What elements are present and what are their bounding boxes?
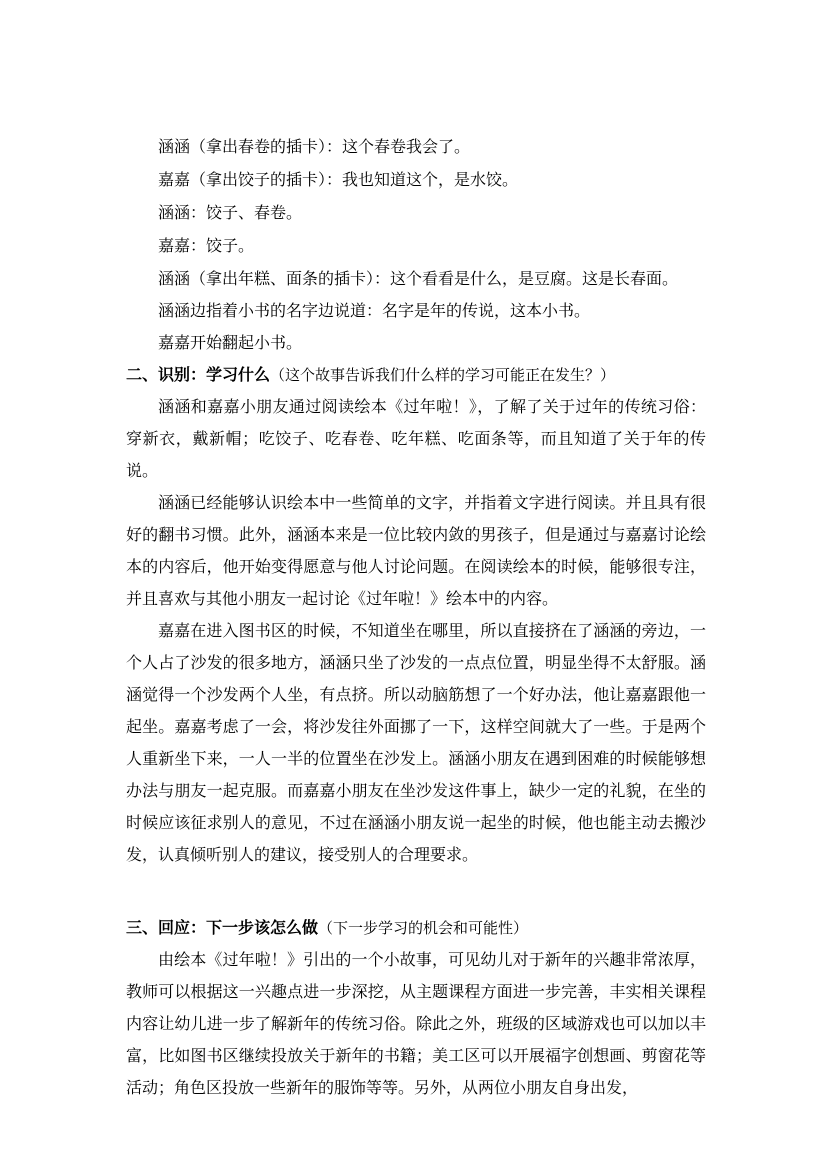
- body-paragraph: 嘉嘉在进入图书区的时候，不知道坐在哪里，所以直接挤在了涵涵的旁边，一个人占了沙发的很多地方，涵涵只坐了沙发的一点点位置，明显坐得不太舒服。涵涵觉得一个沙发两个人坐，有点挤。所以动脑筋想了一个好办法，他让嘉嘉跟他一起坐。嘉嘉考虑了一会，将沙发往外面挪了一下，这样空间就大了一些。于是两个人重新坐下来，一人一半的位置坐在沙发上。涵涵小朋友在遇到困难的时候能够想办法与朋友一起克服。而嘉嘉小朋友在坐沙发这件事上，缺少一定的礼貌，在坐的时候应该征求别人的意见，不过在涵涵小朋友说一起坐的时候，他也能主动去搬沙发，认真倾听别人的建议，接受别人的合理要求。: [126, 621, 706, 864]
- section-heading: [126, 912, 528, 944]
- section-note: （下一步学习的机会和可能性）: [318, 919, 529, 937]
- body-paragraph: 涵涵已经能够认识绘本中一些简单的文字，并指着文字进行阅读。并且具有很好的翻书习惯。此外，涵涵本来是一位比较内敛的男孩子，但是通过与嘉嘉讨论绘本的内容后，他开始变得愿意与他人讨论问题。在阅读绘本的时候，能够很专注，并且喜欢与其他小朋友一起讨论《过年啦！》绘本中的内容。: [126, 493, 706, 608]
- section-note: （这个故事告诉我们什么样的学习可能正在发生？）: [270, 366, 616, 384]
- body-paragraph: 涵涵和嘉嘉小朋友通过阅读绘本《过年啦！》，了解了关于过年的传统习俗：穿新衣，戴新帽；吃饺子、吃春卷、吃年糕、吃面条等，而且知道了关于年的传说。: [126, 397, 706, 480]
- dialogue-line: 嘉嘉开始翻起小书。: [158, 333, 303, 352]
- section-title: 二、识别：学习什么: [126, 365, 271, 384]
- dialogue-line: 嘉嘉：饺子。: [158, 236, 255, 255]
- dialogue-line: 涵涵：饺子、春卷。: [158, 203, 303, 222]
- section-heading: [126, 359, 615, 391]
- dialogue-line: 涵涵（拿出年糕、面条的插卡）：这个看看是什么，是豆腐。这是长春面。: [158, 269, 679, 288]
- section-title: 三、回应：下一步该怎么做: [126, 918, 319, 937]
- body-paragraph: 由绘本《过年啦！》引出的一个小故事，可见幼儿对于新年的兴趣非常浓厚，教师可以根据这一兴趣点进一步深挖，从主题课程方面进一步完善，丰实相关课程内容让幼儿进一步了解新年的传统习俗。除此之外，班级的区域游戏也可以加以丰富，比如图书区继续投放关于新年的书籍；美工区可以开展福字创想画、剪窗花等活动；角色区投放一些新年的服饰等等。另外，从两位小朋友自身出发，: [126, 950, 706, 1097]
- dialogue-line: 嘉嘉（拿出饺子的插卡）：我也知道这个，是水饺。: [158, 170, 519, 189]
- dialogue-line: 涵涵（拿出春卷的插卡）：这个春卷我会了。: [158, 137, 471, 156]
- dialogue-line: 涵涵边指着小书的名字边说道：名字是年的传说，这本小书。: [158, 301, 591, 320]
